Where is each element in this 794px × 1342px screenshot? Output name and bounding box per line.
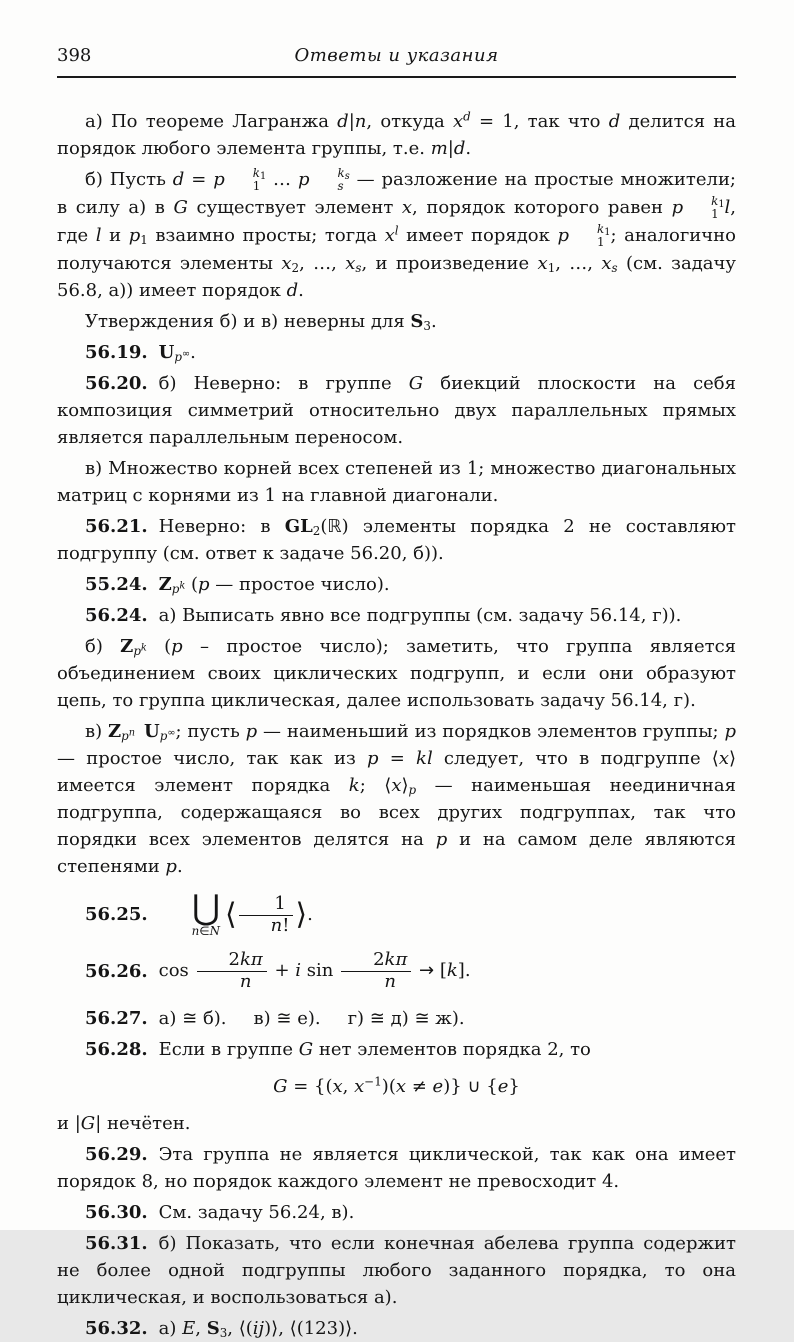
running-title: Ответы и указания — [294, 45, 499, 66]
paragraph: а) По теореме Лагранжа d|n, откуда $x^d = 1$, так что d делится на порядок любого элемента группы, т.е. m|d. — [57, 109, 736, 159]
paragraph: 56.25. ⋃ n∈N ⟨ $\frac{1}{n!}$ ⟩. — [85, 888, 313, 939]
paragraph: G = {(x, $x^{-1})(x \ne e)$} ∪ {e} — [273, 1074, 520, 1097]
paragraph: 56.26. cos $\frac{2k\pi}{n}$ + i sin $\frac{2k\pi}{n}$ → [k]. — [85, 949, 471, 993]
paragraph: в) Множество корней всех степеней из 1; множество диагональных матриц с корнями из 1 на главной диагонали. — [57, 458, 736, 506]
paragraph: б) Пусть d = p k1 1 … p ks s — разложение на простые множители; в силу а) в G существует элемент x, порядок которого равен p k1 1 l, где l и $p_1$ взаимно просты; тогда $x^l$ имеет порядок p k1 1 ; аналогично получаются элементы $x_2$, …, $x_s$, и произведение $x_1$, …, $x_s$ (см. задачу 56.8, а)) имеет порядок d. — [57, 165, 737, 301]
paragraph: 56.31. б) Показать, что если конечная абелева группа содержит не более одной подгруппы любого заданного порядка, то она циклическая, и воспользоваться а). — [57, 1232, 736, 1308]
paragraph: в) $Z_{p^n}$ $U_{p^\infty}$; пусть p — наименьший из порядков элементов группы; p — простое число, так как из p = kl следует, что в подгруппе ⟨x⟩ имеется элемент порядка k; $⟨x⟩_p$ — наименьшая неединичная подгруппа, содержащаяся во всех других подгруппах, так что порядки всех элементов делятся на p и на самом деле являются степенями p. — [57, 721, 737, 877]
paragraph: 56.20. б) Неверно: в группе G биекций плоскости на себя композиция симметрий относительно двух параллельных прямых является параллельным переносом. — [57, 373, 736, 448]
page-body — [57, 108, 736, 1342]
paragraph: 56.30. См. задачу 56.24, в). — [85, 1201, 355, 1223]
paragraph: и |G| нечётен. — [57, 1112, 191, 1134]
paragraph: 56.32. а) E, $S_3$, ⟨(ij)⟩, ⟨(123)⟩. — [85, 1317, 358, 1340]
paragraph: 56.21. Неверно: в $GL_2(ℝ)$ элементы порядка 2 не составляют подгруппу (см. ответ к задаче 56.20, б)). — [57, 516, 736, 564]
paragraph: б) $Z_{p^k}$ (p – простое число); заметить, что группа является объединением своих циклических подгрупп, и если они образуют цепь, то группа циклическая, далее использовать задачу 56.14, г). — [57, 636, 736, 711]
paragraph: Утверждения б) и в) неверны для $S_3$. — [85, 311, 437, 333]
paragraph: 56.24. а) Выписать явно все подгруппы (см. задачу 56.14, г)). — [85, 605, 682, 626]
paragraph: 56.29. Эта группа не является циклической, так как она имеет порядок 8, но порядок каждого элемент не превосходит 4. — [57, 1143, 736, 1192]
paragraph: 55.24. $Z_{p^k}$ (p — простое число). — [85, 574, 390, 596]
paragraph: 56.19. $U_{p^\infty}$. — [85, 342, 196, 364]
paragraph: 56.28. Если в группе G нет элементов порядка 2, то — [85, 1038, 591, 1060]
paragraph: 56.27. а) ≅ б). в) ≅ е). г) ≅ д) ≅ ж). — [85, 1007, 465, 1029]
page-number: 398 — [57, 45, 92, 66]
page-header — [57, 42, 736, 78]
